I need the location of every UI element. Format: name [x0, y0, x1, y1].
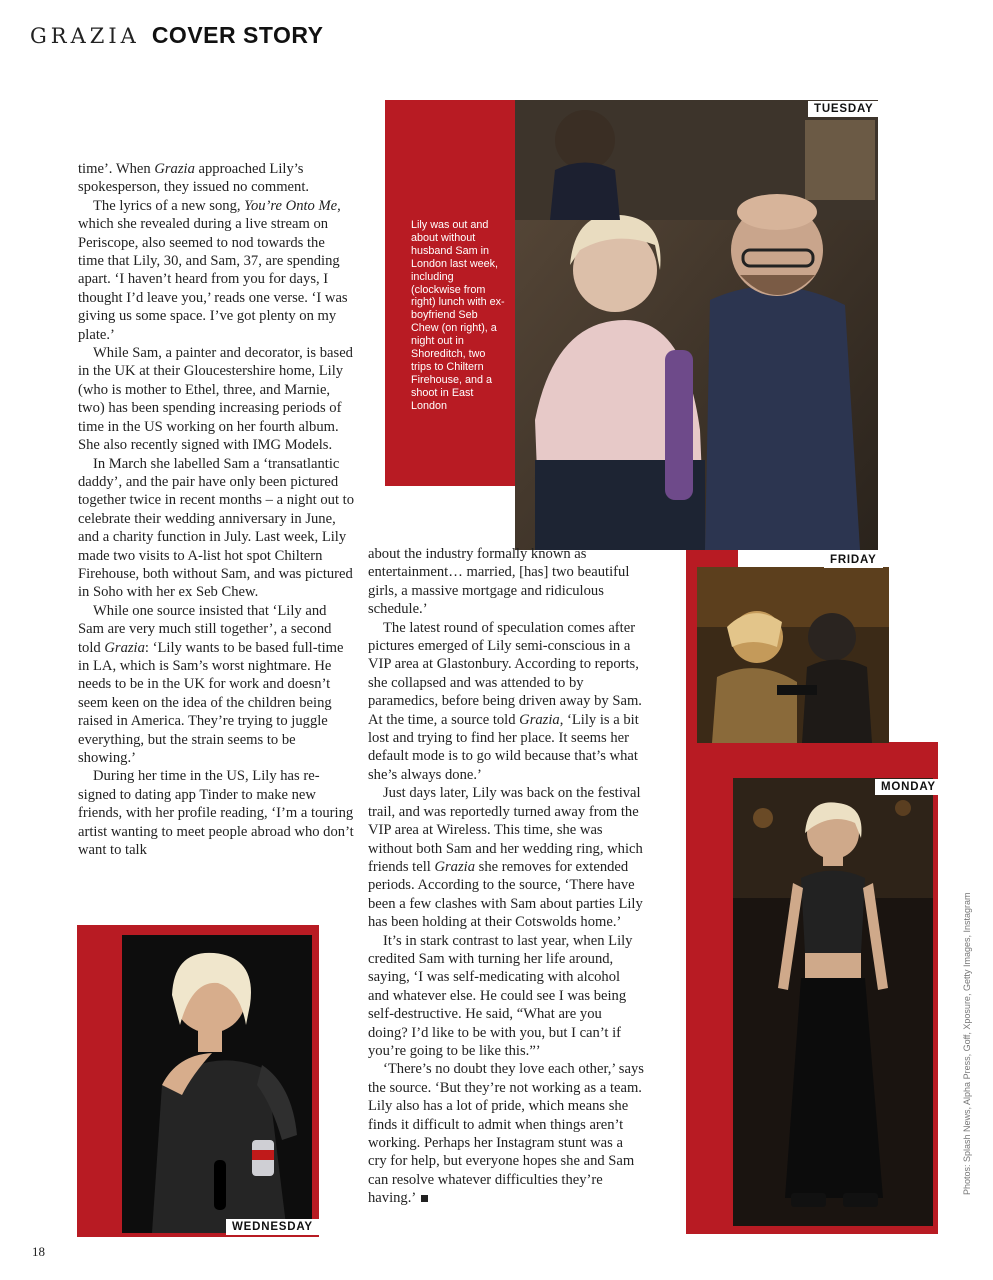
label-tuesday: TUESDAY — [808, 101, 880, 117]
paragraph — [78, 344, 354, 454]
paragraph — [368, 545, 644, 619]
text-run: While Sam, a painter and decorator, is based in the UK at their Gloucestershire home, Lily (who is mother to Ethel, three, and Marnie, two) has been spending increasing periods of time in the US working on her fourth album. She also recently signed with IMG Models. — [78, 345, 353, 454]
section-title: COVER STORY — [151, 22, 324, 48]
page-header — [30, 22, 323, 49]
text-run: , which she revealed during a live stream on Periscope, also seemed to nod towards the time that Lily, 30, and Sam, 37, are spending apart. ‘I haven’t heard from you for days, I thought I’d leave you,’ reads one verse. ‘I was giving us some space. I’ve got plenty on my plate.’ — [78, 197, 348, 343]
text-run: The lyrics of a new song, — [93, 197, 245, 214]
photo-wednesday — [122, 935, 312, 1233]
italic-text: You’re Onto Me — [244, 197, 338, 214]
photo-caption: Lily was out and about without husband Sam in London last week, including (clockwise from right) lunch with ex-boyfriend Seb Chew (on right), a night out in Shoreditch, two trips to Chiltern Firehouse, and a shoot in East London — [411, 219, 505, 412]
italic-text: Grazia — [519, 711, 560, 728]
text-run: : ‘Lily wants to be based full-time in LA, which is Sam’s worst nightmare. He needs to be in the UK for work and doesn’t seem keen on the idea of the children being raised in America. They’re trying to juggle everything, but the strain seems to be showing.’ — [78, 639, 344, 766]
text-run: approached Lily’s spokesperson, they issued no comment. — [78, 161, 310, 196]
photo-tuesday — [515, 100, 878, 550]
text-run: While one source insisted that ‘Lily and Sam are very much still together’, a second told — [78, 602, 332, 656]
text-run: It’s in stark contrast to last year, when Lily credited Sam with turning her life around, saying, ‘I was self-medicating with alcohol and whatever else. He could see I was being self-destructive. He said, “What are you doing? I’d like to be with you, but I can’t if you’re going to be like this.”’ — [368, 932, 633, 1059]
text-run: ‘There’s no doubt they love each other,’ says the source. ‘But they’re not working as a team. Lily also has a lot of pride, which means she finds it difficult to admit when things aren’t working. Perhaps her Instagram stunt was a cry for help, but everyone hopes she and Sam can resolve whatever difficulties they’re having.’ — [368, 1061, 644, 1207]
italic-text: Grazia — [104, 639, 145, 656]
brand-logo: GRAZIA — [30, 24, 140, 48]
paragraph — [368, 784, 644, 931]
paragraph — [78, 160, 354, 197]
paragraph — [368, 1060, 644, 1207]
label-wednesday: WEDNESDAY — [226, 1219, 319, 1235]
label-friday: FRIDAY — [824, 552, 883, 568]
page-number: 18 — [32, 1244, 45, 1259]
paragraph — [78, 197, 354, 344]
paragraph — [368, 932, 644, 1061]
photo-monday — [733, 778, 933, 1226]
article-column-1 — [78, 160, 354, 859]
paragraph — [78, 767, 354, 859]
text-run: , ‘Lily is a bit lost and trying to find her place. It seems her default mode is to go wild because that’s what she’s always done.’ — [368, 711, 639, 783]
text-run: she removes for extended periods. According to the source, ‘There have been a few clashes with Sam about parties Lily has been holding at their Cotswolds home.’ — [368, 858, 643, 931]
text-run: The latest round of speculation comes after pictures emerged of Lily semi-conscious in a VIP area at Glastonbury. According to reports, she collapsed and was attended to by paramedics, before being driven away by Sam. At the time, a source told — [368, 619, 642, 728]
text-run: In March she labelled Sam a ‘transatlantic daddy’, and the pair have only been pictured together twice in recent months – a night out to celebrate their wedding anniversary in June, and a charity function in July. Last week, Lily made two visits to A-list hot spot Chiltern Firehouse, both without Sam, and was pictured in Soho with her ex Seb Chew. — [78, 455, 354, 601]
end-mark-icon — [421, 1195, 428, 1202]
text-run: Just days later, Lily was back on the festival trail, and was reportedly turned away from the VIP area at Wireless. This time, she was without both Sam and her wedding ring, which friends tell — [368, 785, 643, 875]
article-column-2 — [368, 545, 644, 1208]
text-run: time’. When — [78, 161, 155, 177]
italic-text: Grazia — [434, 858, 476, 875]
text-run: about the industry formally known as entertainment… married, [has] two beautiful girls, a massive mortgage and ridiculous schedule.’ — [368, 546, 630, 618]
italic-text: Grazia — [154, 161, 195, 177]
paragraph — [78, 455, 354, 602]
text-run: During her time in the US, Lily has re-signed to dating app Tinder to make new friends, with her profile reading, ‘I’m a touring artist wanting to meet people abroad who don’t want to talk — [78, 768, 354, 859]
label-monday: MONDAY — [875, 779, 942, 795]
paragraph — [368, 619, 644, 785]
photo-credit: Photos: Splash News, Alpha Press, Goff, Xposure, Getty Images, Instagram — [962, 892, 972, 1195]
photo-friday — [697, 567, 889, 743]
paragraph — [78, 602, 354, 768]
